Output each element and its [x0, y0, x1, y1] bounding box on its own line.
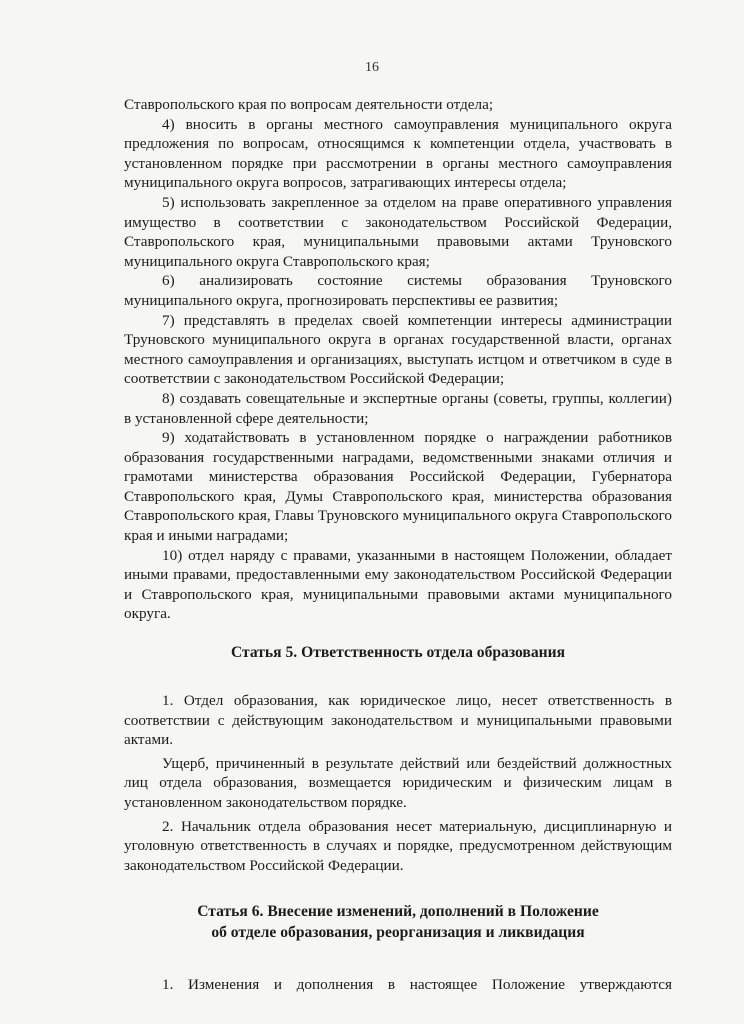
article-6-heading-line-2: об отделе образования, реорганизация и ликвидация: [211, 924, 585, 942]
article-6-heading-line-1: Статья 6. Внесение изменений, дополнений в Положение: [197, 903, 599, 921]
paragraph-item-5: 5) использовать закрепленное за отделом на праве оперативного управления имущество в соответствии с законодательством Российской Федерации, Ставропольского края, муниципальными правовыми актами Труновского муниципального округа Ставропольского края;: [124, 193, 672, 270]
paragraph: Ставропольского края по вопросам деятельности отдела;: [124, 96, 494, 113]
paragraph-item-4: 4) вносить в органы местного самоуправления муниципального округа предложения по вопросам, относящимся к компетенции отдела, участвовать в установленном порядке при рассмотрении в органы местного самоуправления муниципального округа вопросов, затрагивающих интересы отдела;: [124, 115, 672, 192]
article-5-paragraph-2: 2. Начальник отдела образования несет материальную, дисциплинарную и уголовную ответственность в случаях и порядке, предусмотренном действующим законодательством Российской Федерации.: [124, 817, 672, 874]
article-5-heading: Статья 5. Ответственность отдела образования: [230, 644, 566, 662]
page-number: 16: [365, 60, 379, 75]
article-5-paragraph-damage: Ущерб, причиненный в результате действий или бездействий должностных лиц отдела образования, возмещается юридическим и физическим лицам в установленном законодательством порядке.: [124, 754, 672, 811]
paragraph-item-7: 7) представлять в пределах своей компетенции интересы администрации Труновского муниципального округа в органах государственной власти, органах местного самоуправления и организациях, выступать истцом и ответчиком в суде в соответствии с законодательством Российской Федерации;: [124, 311, 672, 388]
article-6-paragraph-1: 1. Изменения и дополнения в настоящее Положение утверждаются: [162, 976, 672, 994]
paragraph-item-10: 10) отдел наряду с правами, указанными в настоящем Положении, обладает иными правами, предоставленными ему законодательством Российской Федерации и Ставропольского края, муниципальными правовыми актами муниципального округа.: [124, 546, 672, 623]
document-body: [124, 95, 672, 995]
paragraph-item-8: 8) создавать совещательные и экспертные органы (советы, группы, коллегии) в установленной сфере деятельности;: [124, 389, 672, 427]
article-6-heading: [124, 901, 672, 943]
paragraph-item-9: 9) ходатайствовать в установленном порядке о награждении работников образования государственными наградами, ведомственными знаками отличия и грамотами министерства образования Российской Федерации, Губернатора Ставропольского края, Думы Ставропольского края, министерства образования Ставропольского края, Главы Труновского муниципального округа Ставропольского края и иными наградами;: [124, 429, 672, 545]
article-5-paragraph-1: 1. Отдел образования, как юридическое лицо, несет ответственность в соответствии с действующим законодательством и муниципальными правовыми актами.: [124, 692, 672, 749]
paragraph-item-6: 6) анализировать состояние системы образования Труновского муниципального округа, прогнозировать перспективы ее развития;: [124, 272, 672, 309]
